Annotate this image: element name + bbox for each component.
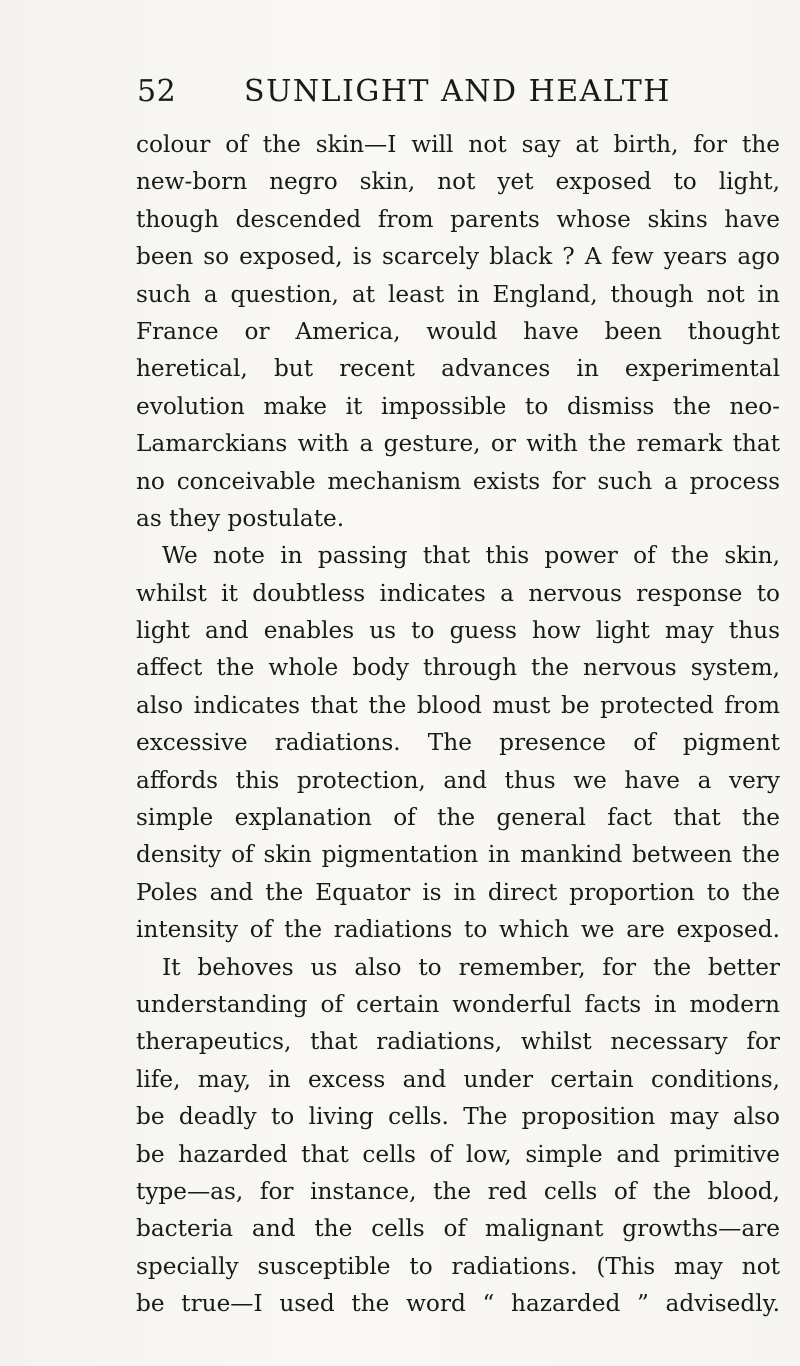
paragraph-start-line: It behoves us also to remember, for the better [162,953,780,981]
text-line: though descended from parents whose skins have [136,205,780,233]
text-line: Lamarckians with a gesture, or with the remark that [136,430,780,458]
text-line: light and enables us to guess how light may thus [136,617,780,645]
text-line: whilst it doubtless indicates a nervous response to [136,579,780,607]
page-header [0,72,800,112]
body-text [136,126,780,1323]
text-line: no conceivable mechanism exists for such a process [136,467,780,495]
text-line: be true—I used the word “ hazarded ” advisedly. [136,1290,780,1318]
text-line: density of skin pigmentation in mankind between the [136,841,780,869]
text-line: therapeutics, that radiations, whilst necessary for [136,1028,780,1056]
text-line: understanding of certain wonderful facts in modern [136,990,780,1018]
text-line: evolution make it impossible to dismiss the neo- [136,392,780,420]
text-line: specially susceptible to radiations. (This may not [136,1252,780,1280]
running-title: SUNLIGHT AND HEALTH [244,74,671,109]
text-line: been so exposed, is scarcely black ? A few years ago [136,243,780,271]
paragraph-start-line: We note in passing that this power of the skin, [162,542,780,570]
text-line: be hazarded that cells of low, simple and primitive [136,1140,780,1168]
paragraph-end-line: as they postulate. [136,504,345,532]
text-line: excessive radiations. The presence of pigment [136,729,780,757]
text-line: simple explanation of the general fact that the [136,804,780,832]
text-line: type—as, for instance, the red cells of the blood, [136,1177,780,1205]
text-line: affect the whole body through the nervous system, [136,654,780,682]
text-line: colour of the skin—I will not say at birth, for the [136,131,780,158]
text-line: such a question, at least in England, though not in [136,280,780,308]
text-line: intensity of the radiations to which we are exposed. [136,916,780,944]
text-line: new-born negro skin, not yet exposed to light, [136,168,780,196]
text-line: also indicates that the blood must be protected from [136,691,780,719]
text-line: affords this protection, and thus we have a very [136,766,780,794]
text-line: life, may, in excess and under certain conditions, [136,1065,780,1093]
text-line: be deadly to living cells. The proposition may also [136,1103,780,1131]
text-line: bacteria and the cells of malignant growths—are [136,1215,780,1243]
page-number: 52 [137,74,177,109]
text-line: heretical, but recent advances in experimental [136,355,780,383]
text-line: France or America, would have been thought [136,317,780,345]
text-line: Poles and the Equator is in direct proportion to the [136,878,780,906]
